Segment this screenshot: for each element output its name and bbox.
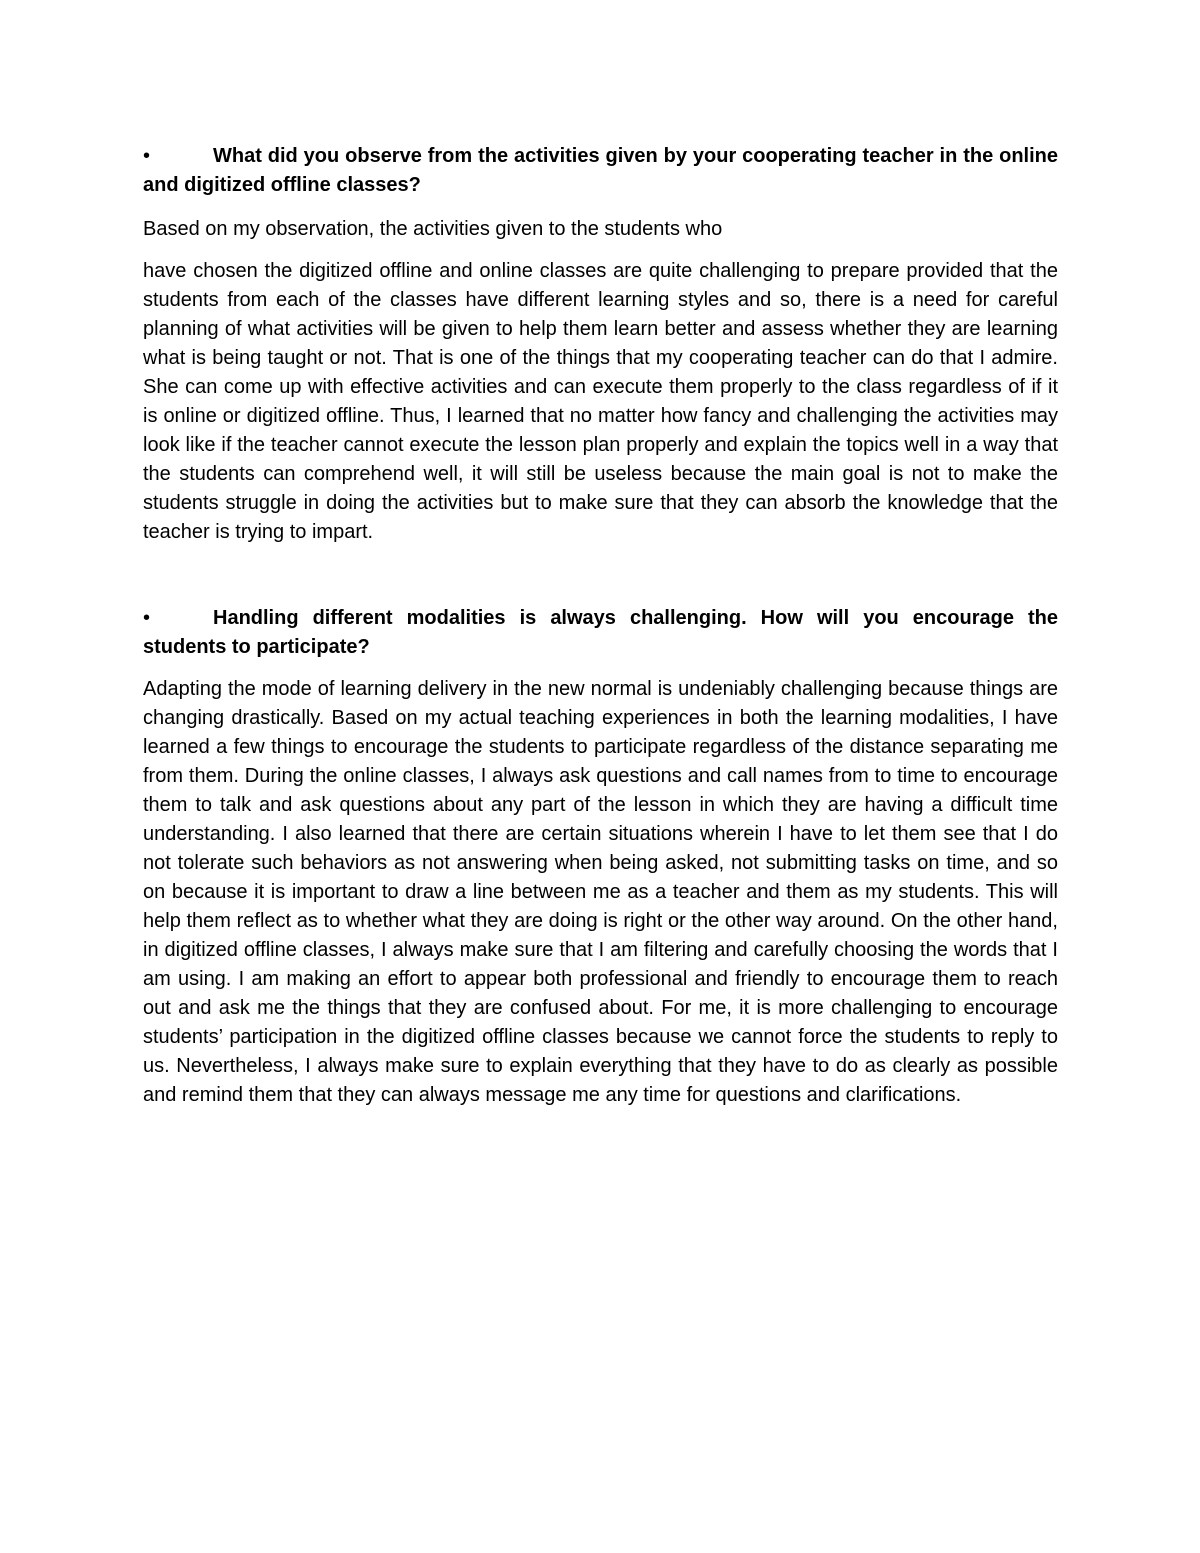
bullet-2: • bbox=[143, 607, 151, 629]
document-content bbox=[143, 142, 1058, 1110]
bullet-1: • bbox=[143, 145, 151, 167]
question-1-text: What did you observe from the activities given by your cooperating teacher in the online and digitized offline classes? bbox=[143, 145, 1058, 196]
question-2-text: Handling different modalities is always challenging. How will you encourage the students to participate? bbox=[143, 607, 1058, 658]
question-2 bbox=[143, 604, 1058, 662]
answer-1-intro: Based on my observation, the activities given to the students who bbox=[143, 218, 723, 240]
answer-1-body: have chosen the digitized offline and online classes are quite challenging to prepare provided that the students from each of the classes have different learning styles and so, there is a need for careful planning of what activities will be given to help them learn better and assess whether they are learning what is being taught or not. That is one of the things that my cooperating teacher can do that I admire. She can come up with effective activities and can execute them properly to the class regardless of if it is online or digitized offline. Thus, I learned that no matter how fancy and challenging the activities may look like if the teacher cannot execute the lesson plan properly and explain the topics well in a way that the students can comprehend well, it will still be useless because the main goal is not to make the students struggle in doing the activities but to make sure that they can absorb the knowledge that the teacher is trying to impart. bbox=[143, 260, 1058, 543]
question-1 bbox=[143, 142, 1058, 200]
answer-2: Adapting the mode of learning delivery in the new normal is undeniably challenging because things are changing drastically. Based on my actual teaching experiences in both the learning modalities, I have learned a few things to encourage the students to participate regardless of the distance separating me from them. During the online classes, I always ask questions and call names from to time to encourage them to talk and ask questions about any part of the lesson in which they are having a difficult time understanding. I also learned that there are certain situations wherein I have to let them see that I do not tolerate such behaviors as not answering when being asked, not submitting tasks on time, and so on because it is important to draw a line between me as a teacher and them as my students. This will help them reflect as to whether what they are doing is right or the other way around. On the other hand, in digitized offline classes, I always make sure that I am filtering and carefully choosing the words that I am using. I am making an effort to appear both professional and friendly to encourage them to reach out and ask me the things that they are confused about. For me, it is more challenging to encourage students’ participation in the digitized offline classes because we cannot force the students to reply to us. Nevertheless, I always make sure to explain everything that they have to do as clearly as possible and remind them that they can always message me any time for questions and clarifications. bbox=[143, 678, 1058, 1106]
